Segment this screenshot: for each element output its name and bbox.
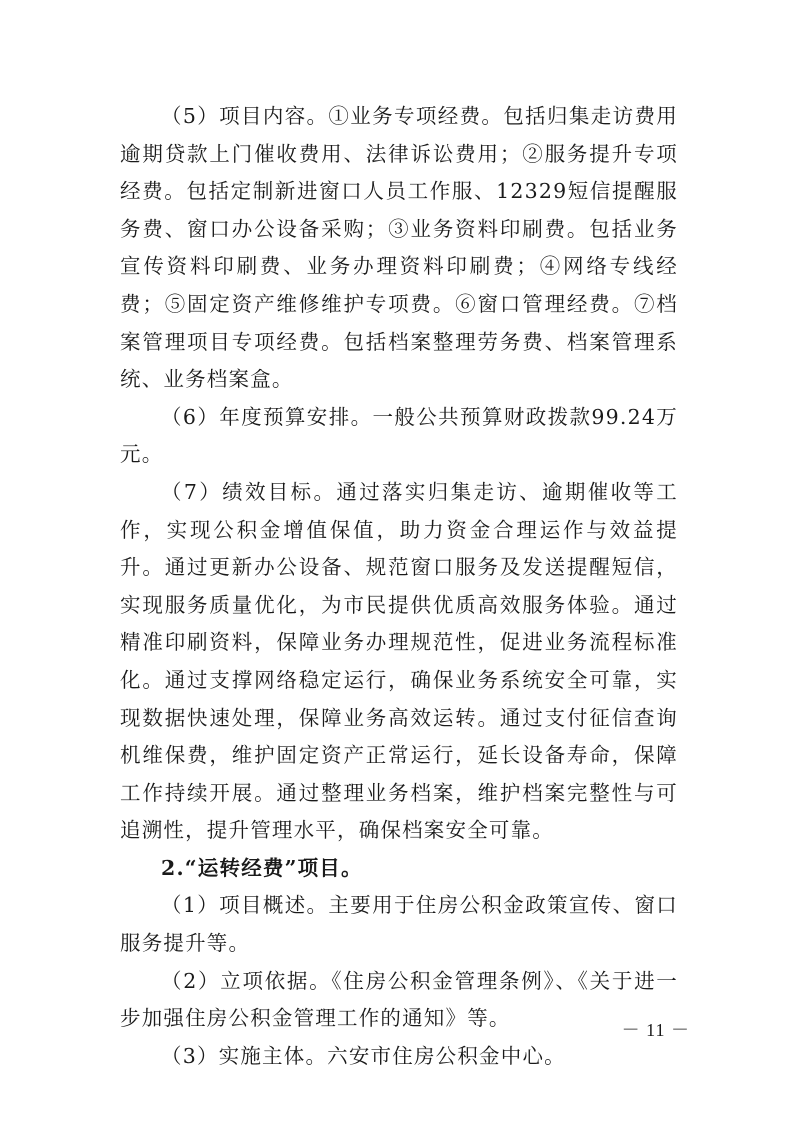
paragraph-project-content: （5）项目内容。①业务专项经费。包括归集走访费用逾期贷款上门催收费用、法律诉讼费用；②服务提升专项经费。包括定制新进窗口人员工作服、12329短信提醒服务费、窗口办公设备采购；③业务资料印刷费。包括业务宣传资料印刷费、业务办理资料印刷费；④网络专线经费；⑤固定资产维修维护专项费。⑥窗口管理经费。⑦档案管理项目专项经费。包括档案整理劳务费、档案管理系统、业务档案盒。 <box>120 104 678 392</box>
section-heading-operating-funds: 2.“运转经费”项目。 <box>161 855 363 880</box>
paragraph-performance-goals: （7）绩效目标。通过落实归集走访、逾期催收等工作，实现公积金增值保值，助力资金合理运作与效益提升。通过更新办公设备、规范窗口服务及发送提醒短信，实现服务质量优化，为市民提供优质高效服务体验。通过精准印刷资料，保障业务办理规范性，促进业务流程标准化。通过支撑网络稳定运行，确保业务系统安全可靠，实现数据快速处理，保障业务高效运转。通过支付征信查询机维保费，维护固定资产正常运行，延长设备寿命，保障工作持续开展。通过整理业务档案，维护档案完整性与可追溯性，提升管理水平，确保档案安全可靠。 <box>120 479 678 843</box>
body-text <box>120 98 678 1075</box>
paragraph-project-basis: （2）立项依据。《住房公积金管理条例》、《关于进一步加强住房公积金管理工作的通知》等。 <box>120 968 678 1031</box>
page-number: － 11 － <box>621 1020 690 1040</box>
paragraph-implementing-entity: （3）实施主体。六安市住房公积金中心。 <box>161 1043 566 1068</box>
paragraph-project-overview: （1）项目概述。主要用于住房公积金政策宣传、窗口服务提升等。 <box>120 893 678 956</box>
paragraph-annual-budget: （6）年度预算安排。一般公共预算财政拨款99.24万元。 <box>120 404 678 467</box>
